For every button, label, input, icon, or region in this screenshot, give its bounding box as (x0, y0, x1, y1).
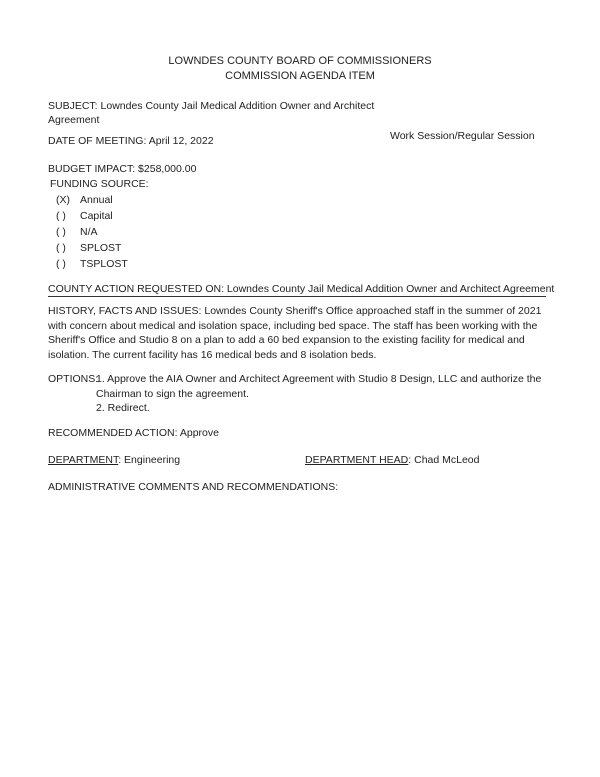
session-type: Work Session/Regular Session (390, 130, 535, 142)
budget-impact (48, 163, 196, 175)
subject-value: Lowndes County Jail Medical Addition Owner and Architect (100, 100, 375, 112)
recommended-action: RECOMMENDED ACTION: Approve (48, 427, 219, 439)
subject-line2: Agreement (48, 114, 100, 126)
department-label: DEPARTMENT (48, 454, 119, 466)
county-action-requested: COUNTY ACTION REQUESTED ON: Lowndes County Jail Medical Addition Owner and Architect Agreement (48, 283, 555, 295)
funding-option-label: Annual (80, 194, 113, 206)
funding-option-splost (56, 242, 121, 254)
funding-option-annual (56, 194, 113, 206)
department-head-value: : Chad McLeod (408, 454, 480, 466)
subject-label: SUBJECT: (48, 100, 98, 112)
option-1-line2: Chairman to sign the agreement. (96, 388, 249, 400)
checkbox-mark: ( ) (56, 258, 66, 270)
department (48, 454, 180, 466)
budget-amount: $258,000.00 (138, 163, 197, 175)
department-head-label: DEPARTMENT HEAD (305, 454, 409, 466)
funding-option-capital (56, 210, 113, 222)
department-value: : Engineering (118, 454, 181, 466)
subject-line1 (48, 100, 374, 112)
funding-option-label: N/A (80, 226, 98, 238)
checkbox-mark: ( ) (56, 242, 66, 254)
funding-option-na (56, 226, 98, 238)
meeting-date (48, 135, 214, 147)
administrative-comments: ADMINISTRATIVE COMMENTS AND RECOMMENDATIONS: (48, 481, 339, 493)
department-head (305, 454, 480, 466)
budget-label: BUDGET IMPACT: (48, 163, 136, 175)
meeting-date-value: April 12, 2022 (148, 135, 214, 147)
checkbox-mark: (X) (56, 194, 70, 206)
meeting-date-label: DATE OF MEETING: (48, 135, 147, 147)
funding-option-label: SPLOST (80, 242, 122, 254)
option-1-line1: 1. Approve the AIA Owner and Architect Agreement with Studio 8 Design, LLC and authorize the (96, 373, 542, 385)
funding-option-label: Capital (80, 210, 113, 222)
section-divider (48, 296, 546, 297)
funding-option-tsplost (56, 258, 128, 270)
options-label: OPTIONS: (48, 373, 99, 385)
funding-source-label: FUNDING SOURCE: (50, 178, 149, 190)
history-facts-issues: HISTORY, FACTS AND ISSUES: Lowndes County Sheriff's Office approached staff in the summer of 2021 with concern about medical and isolation space, including bed space. The staff has been working with the Sheriff's Office and Studio 8 on a plan to add a 60 bed expansion to the existing facility for medical and isolation. The current facility has 16 medical beds and 8 isolation beds. (48, 305, 542, 361)
funding-option-label: TSPLOST (80, 258, 128, 270)
checkbox-mark: ( ) (56, 210, 66, 222)
header-subtitle: COMMISSION AGENDA ITEM (225, 70, 375, 82)
checkbox-mark: ( ) (56, 226, 66, 238)
header-title: LOWNDES COUNTY BOARD OF COMMISSIONERS (168, 55, 432, 67)
option-2: 2. Redirect. (96, 402, 150, 414)
